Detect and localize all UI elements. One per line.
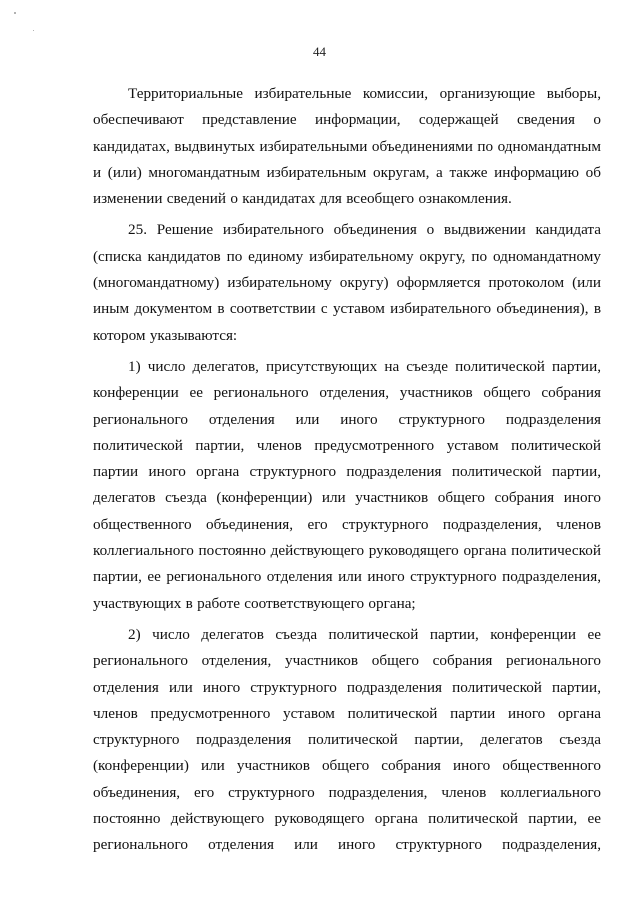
scan-speck — [14, 12, 16, 14]
scan-speck — [33, 30, 34, 31]
page-number: 44 — [313, 44, 326, 59]
paragraph-commission-info: Территориальные избирательные комиссии, организующие выборы, обеспечивают представление информации, содержащей сведения о кандидатах, выдвинутых избирательными объединениями по одномандатным и (или) многомандатным избирательным округам, а также информацию об изменении сведений о кандидатах для всеобщего ознакомления. — [93, 85, 601, 208]
body-text — [93, 81, 601, 864]
paragraph-item-25: 25. Решение избирательного объединения о выдвижении кандидата (списка кандидатов по единому избирательному округу, по одномандатному (многомандатному) избирательному округу) оформляется протоколом (или иным документом в соответствии с уставом избирательного объединения), в котором указываются: — [93, 221, 601, 344]
paragraph-subitem-1: 1) число делегатов, присутствующих на съезде политической партии, конференции ее регионального отделения, участников общего собрания регионального отделения или иного структурного подразделения политической партии, членов предусмотренного уставом политической партии иного органа структурного подразделения политической партии, делегатов съезда (конференции) или участников общего собрания иного общественного объединения, его структурного подразделения, членов коллегиального постоянно действующего руководящего органа политической партии, ее регионального отделения или иного структурного подразделения, участвующих в работе соответствующего органа; — [93, 357, 601, 612]
paragraph-subitem-2: 2) число делегатов съезда политической партии, конференции ее регионального отделения, участников общего собрания регионального отделения или иного структурного подразделения политической партии, членов предусмотренного уставом политической партии иного органа структурного подразделения политической партии, делегатов съезда (конференции) или участников общего собрания иного общественного объединения, его структурного подразделения, членов коллегиального постоянно действующего руководящего органа политической партии, ее регионального отделения или иного структурного подразделения, — [93, 625, 601, 854]
